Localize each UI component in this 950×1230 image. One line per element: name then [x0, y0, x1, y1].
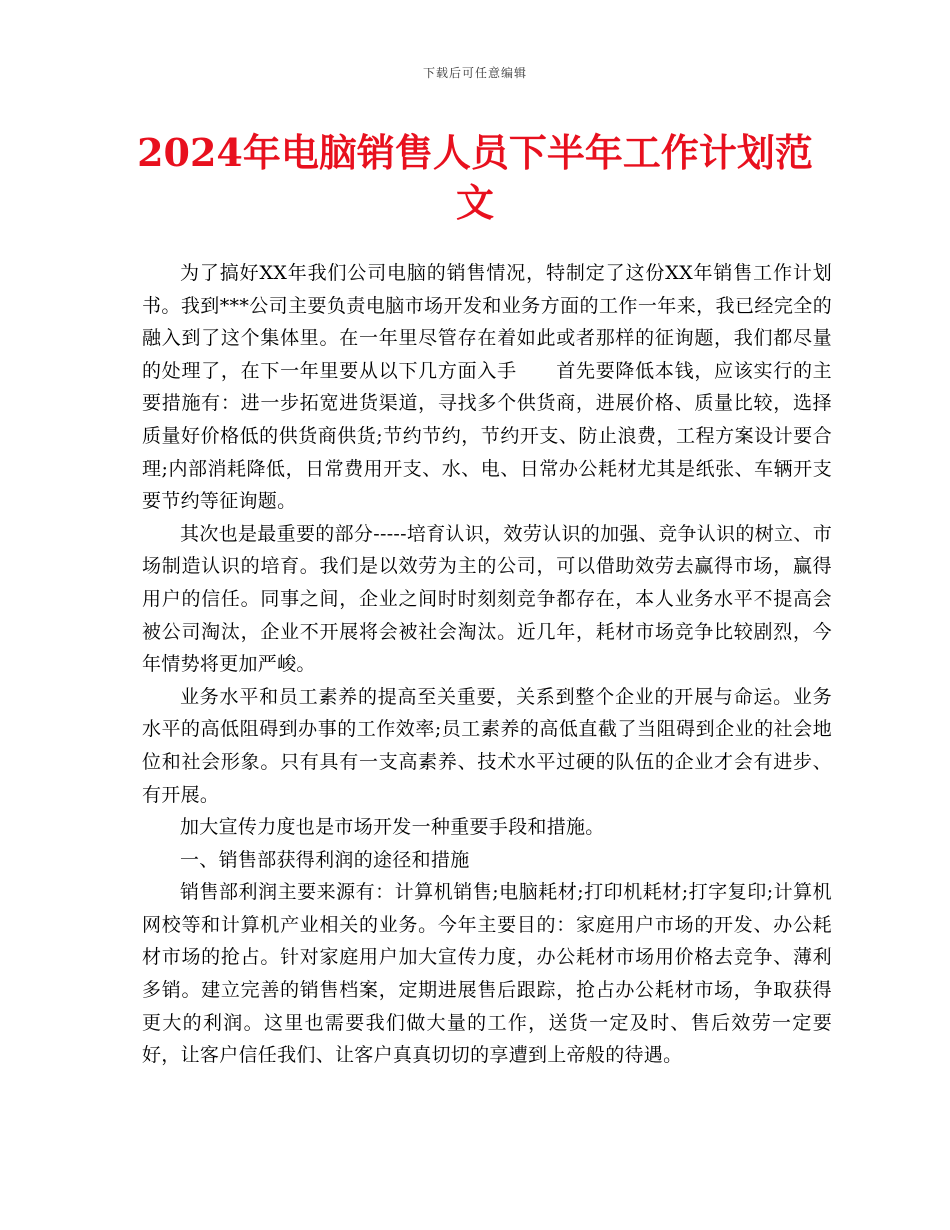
document-title: 2024年电脑销售人员下半年工作计划范文 — [137, 130, 813, 225]
header-note: 下载后可任意编辑 — [422, 66, 527, 80]
paragraph: 为了搞好XX年我们公司电脑的销售情况，特制定了这份XX年销售工作计划书。我到***公司主要负责电脑市场开发和业务方面的工作一年来，我已经完全的融入到了这个集体里。在一年里尽管存在着如此或者那样的征询题，我们都尽量的处理了，在下一年里要从以下几方面入手 首先要降低本钱，应该实行的主要措施有：进一步拓宽进货渠道，寻找多个供货商，进展价格、质量比较，选择质量好价格低的供货商供货;节约节约，节约开支、防止浪费，工程方案设计要合理;内部消耗降低，日常费用开支、水、电、日常办公耗材尤其是纸张、车辆开支要节约等征询题。 — [142, 262, 832, 513]
paragraph: 业务水平和员工素养的提高至关重要，关系到整个企业的开展与命运。业务水平的高低阻碍到办事的工作效率;员工素养的高低直截了当阻碍到企业的社会地位和社会形象。只有具有一支高素养、技术水平过硬的队伍的企业才会有进步、有开展。 — [142, 685, 832, 806]
paragraph: 销售部利润主要来源有：计算机销售;电脑耗材;打印机耗材;打字复印;计算机网校等和计算机产业相关的业务。今年主要目的：家庭用户市场的开发、办公耗材市场的抢占。针对家庭用户加大宣传力度，办公耗材市场用价格去竞争、薄利多销。建立完善的销售档案，定期进展售后跟踪，抢占办公耗材市场，争取获得更大的利润。这里也需要我们做大量的工作，送货一定及时、售后效劳一定要好，让客户信任我们、让客户真真切切的享遭到上帝般的待遇。 — [142, 881, 832, 1067]
section-heading: 一、销售部获得利润的途径和措施 — [180, 848, 470, 871]
paragraph: 加大宣传力度也是市场开发一种重要手段和措施。 — [180, 816, 605, 839]
document-body — [142, 257, 832, 1072]
paragraph: 其次也是最重要的部分-----培育认识，效劳认识的加强、竞争认识的树立、市场制造认识的培育。我们是以效劳为主的公司，可以借助效劳去赢得市场，赢得用户的信任。同事之间，企业之间时时刻刻竞争都存在，本人业务水平不提高会被公司淘汰，企业不开展将会被社会淘汰。近几年，耗材市场竞争比较剧烈，今年情势将更加严峻。 — [142, 522, 832, 676]
